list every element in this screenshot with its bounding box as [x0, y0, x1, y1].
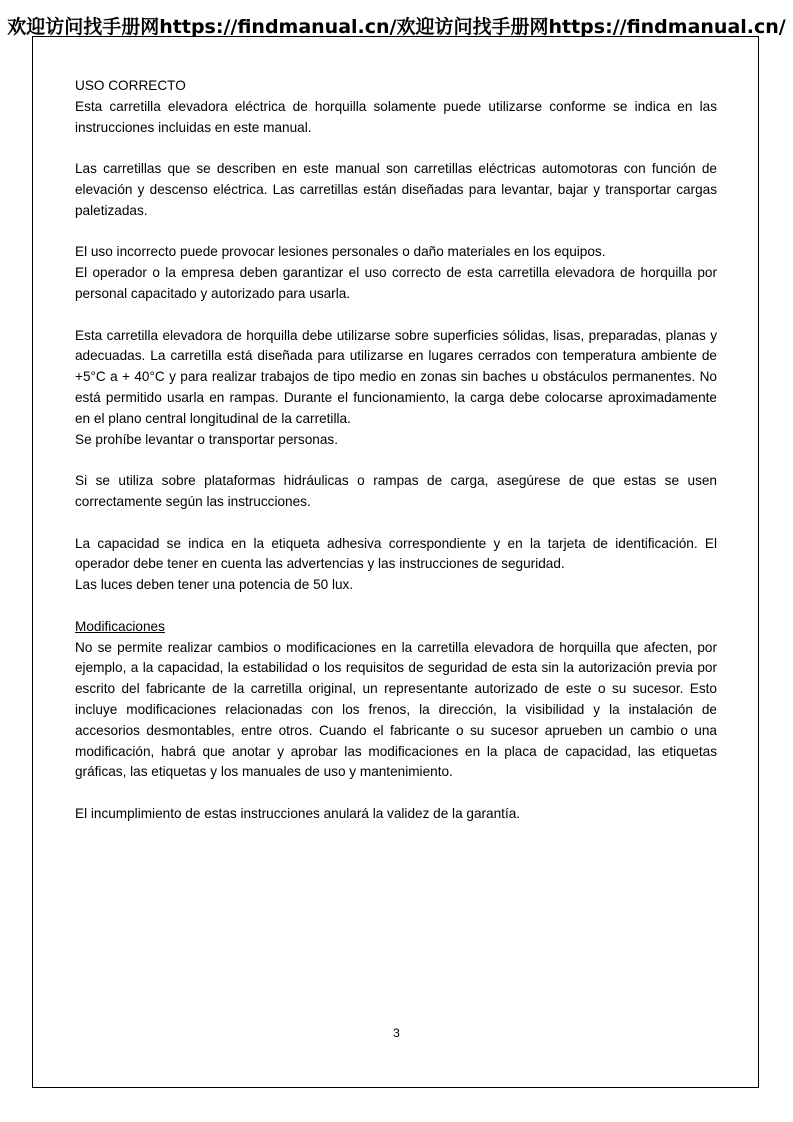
paragraph-incorrect-use — [75, 242, 717, 304]
document-body — [75, 76, 717, 845]
paragraph-text: Si se utiliza sobre plataformas hidráulicas o rampas de carga, asegúrese de que estas se usen correctamente según las instrucciones. — [75, 473, 717, 509]
paragraph-text: Las luces deben tener una potencia de 50 lux. — [75, 577, 354, 593]
section-heading: USO CORRECTO — [75, 78, 186, 93]
paragraph-text: El uso incorrecto puede provocar lesiones personales o daño materiales en los equipos. — [75, 244, 606, 260]
paragraph-text: Se prohíbe levantar o transportar personas. — [75, 431, 338, 447]
paragraph-text: Esta carretilla elevadora eléctrica de horquilla solamente puede utilizarse conforme se indica en las instrucciones incluidas en este manual. — [75, 98, 717, 135]
watermark-banner: 欢迎访问找手册网https://findmanual.cn/欢迎访问找手册网https://findmanual.cn/ — [7, 16, 786, 38]
modifications-text: No se permite realizar cambios o modificaciones en la carretilla elevadora de horquilla que afecten, por ejemplo, a la capacidad, la estabilidad o los requisitos de seguridad de esta sin la autorización previa por escrito del fabricante de la carretilla original, un representante autorizado de este o su sucesor. Esto incluye modificaciones relacionadas con los frenos, la dirección, la visibilidad y la instalación de accesorios desmontables, entre otros. Cuando el fabricante o su sucesor aprueben un cambio o una modificación, habrá que anotar y aprobar las modificaciones en la placa de capacidad, las etiquetas gráficas, las etiquetas y los manuales de uso y mantenimiento. — [75, 639, 717, 780]
paragraph-description — [75, 159, 717, 221]
paragraph-uso-correcto — [75, 76, 717, 138]
paragraph-platforms — [75, 471, 717, 513]
paragraph-text: Las carretillas que se describen en este manual son carretillas eléctricas automotoras con función de elevación y descenso eléctrica. Las carretillas están diseñadas para levantar, bajar y transportar cargas paletizadas. — [75, 161, 717, 218]
page-number: 3 — [393, 1026, 400, 1040]
paragraph-closing — [75, 804, 717, 825]
closing-text: El incumplimiento de estas instrucciones anulará la validez de la garantía. — [75, 805, 521, 821]
paragraph-modifications — [75, 617, 717, 783]
paragraph-text: La capacidad se indica en la etiqueta adhesiva correspondiente y en la tarjeta de identificación. El operador debe tener en cuenta las advertencias y las instrucciones de seguridad. — [75, 535, 717, 572]
paragraph-text: Esta carretilla elevadora de horquilla debe utilizarse sobre superficies sólidas, lisas, preparadas, planas y adecuadas. La carretilla está diseñada para utilizarse en lugares cerrados con temperatura ambiente de +5°C a + 40°C y para realizar trabajos de tipo medio en zonas sin baches u obstáculos permanentes. No está permitido usarla en rampas. Durante el funcionamiento, la carga debe colocarse aproximadamente en el plano central longitudinal de la carretilla. — [75, 327, 717, 426]
paragraph-capacity — [75, 534, 717, 596]
paragraph-surfaces — [75, 326, 717, 451]
modifications-heading: Modificaciones — [75, 618, 165, 634]
paragraph-text: El operador o la empresa deben garantizar el uso correcto de esta carretilla elevadora de horquilla por personal capacitado y autorizado para usarla. — [75, 265, 717, 301]
